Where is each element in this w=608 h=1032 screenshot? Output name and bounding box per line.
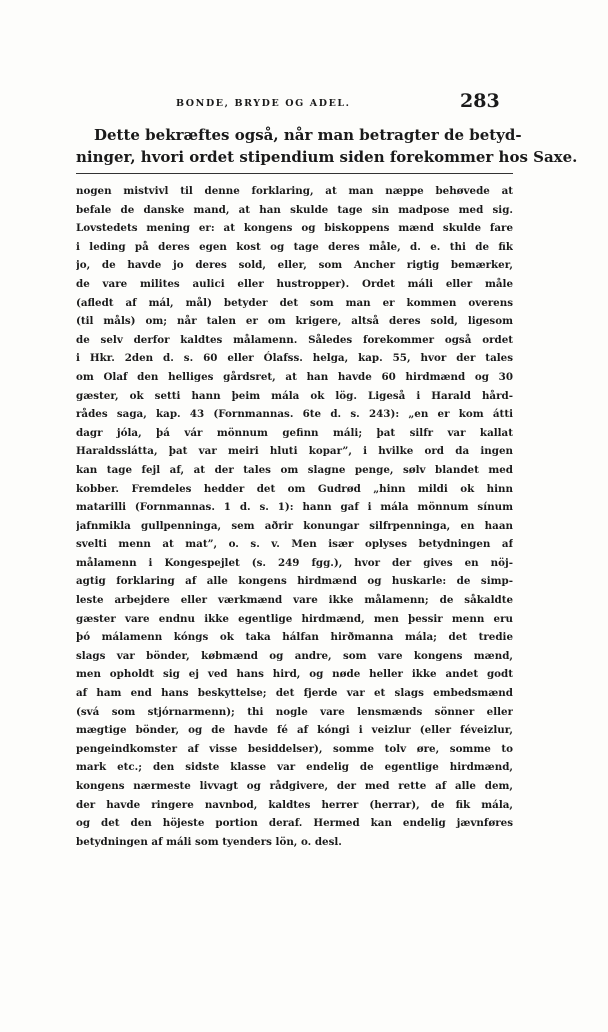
footnote-line: kan tage fejl af, at der tales om slagne penge, sølv blandet med [76, 463, 513, 476]
footnote-line: af ham end hans beskyttelse; det fjerde var et slags embedsmænd [76, 687, 513, 700]
footnote-line: de vare milites aulici eller hustropper). Ordet máli eller måle [76, 277, 513, 290]
footnote-line: kongens nærmeste livvagt og rådgivere, der med rette af alle dem, [76, 780, 513, 792]
footnote-line: Haraldsslátta, þat var meiri hluti kopar”, i hvilke ord da ingen [76, 445, 513, 458]
footnote-line: gæster vare endnu ikke egentlige hirdmænd, men þessir menn eru [76, 612, 513, 625]
footnote-line: pengeindkomster af visse besiddelser), somme tolv øre, somme to [76, 742, 513, 755]
footnote-line: þó málamenn kóngs ok taka hálfan hirðmanna mála; det tredie [76, 631, 513, 644]
footnote-line: kobber. Fremdeles hedder det om Gudrød „hinn mildi ok hinn [76, 482, 513, 495]
page-header [0, 90, 608, 120]
footnote-line: Lovstedets mening er: at kongens og biskoppens mænd skulde fare [76, 222, 513, 235]
footnote-line: jo, de havde jo deres sold, eller, som Ancher rigtig bemærker, [76, 259, 513, 272]
footnote-line: (til måls) om; når talen er om krigere, altså deres sold, ligesom [76, 315, 513, 328]
footnote-line: befale de danske mand, at han skulde tage sin madpose med sig. [76, 203, 513, 216]
footnote-divider [76, 173, 513, 174]
footnote-line: leste arbejdere eller værkmænd vare ikke målamenn; de såkaldte [76, 594, 513, 607]
main-text-line: Dette bekræftes også, når man betragter de betyd- [94, 126, 522, 144]
footnote-line: nogen mistvivl til denne forklaring, at man næppe behøvede at [76, 185, 513, 197]
main-text [76, 124, 578, 168]
footnote-line: i Hkr. 2den d. s. 60 eller Ólafss. helga, kap. 55, hvor der tales [76, 352, 513, 365]
footnote [76, 182, 513, 851]
footnote-line: matarilli (Fornmannas. 1 d. s. 1): hann gaf i mála mönnum sínum [76, 501, 513, 514]
footnote-line: men opholdt sig ej ved hans hird, og nøde heller ikke andet godt [76, 668, 513, 681]
footnote-line: mark etc.; den sidste klasse var endelig de egentlige hirdmænd, [76, 761, 513, 774]
page-number: 283 [460, 90, 500, 112]
main-text-line: ninger, hvori ordet stipendium siden forekommer hos Saxe. [76, 148, 578, 166]
footnote-line: mægtige bönder, og de havde fé af kóngi i veizlur (eller féveizlur, [76, 724, 513, 737]
footnote-line: i leding på deres egen kost og tage deres måle, d. e. thi de fik [76, 240, 513, 253]
footnote-line: dagr jóla, þá vár mönnum gefinn máli; þat silfr var kallat [76, 426, 513, 439]
footnote-line: og det den höjeste portion deraf. Hermed kan endelig jævnføres [76, 817, 513, 830]
footnote-line: (afledt af mál, mål) betyder det som man er kommen overens [76, 296, 513, 309]
footnote-line: (svá som stjórnarmenn); thi nogle vare lensmænds sönner eller [76, 705, 513, 718]
footnote-line: målamenn i Kongespejlet (s. 249 fgg.), hvor der gives en nöj- [76, 556, 513, 569]
footnote-line: jafnmikla gullpenninga, sem aðrir konungar silfrpenninga, en haan [76, 519, 513, 532]
footnote-line: der havde ringere navnbod, kaldtes herrer (herrar), de fik mála, [76, 798, 513, 811]
footnote-line: svelti menn at mat”, o. s. v. Men især oplyses betydningen af [76, 538, 513, 551]
footnote-line: de selv derfor kaldtes målamenn. Således forekommer også ordet [76, 333, 513, 346]
running-title: BONDE, BRYDE OG ADEL. [176, 98, 351, 109]
footnote-line: gæster, ok setti hann þeim mála ok lög. Ligeså i Harald hård- [76, 389, 513, 402]
footnote-line: om Olaf den helliges gårdsret, at han havde 60 hirdmænd og 30 [76, 370, 513, 383]
footnote-line: agtig forklaring af alle kongens hirdmænd og huskarle: de simp- [76, 575, 513, 588]
footnote-line: betydningen af máli som tyenders lön, o. desl. [76, 835, 342, 848]
footnote-line: rådes saga, kap. 43 (Fornmannas. 6te d. s. 243): „en er kom átti [76, 408, 513, 421]
footnote-line: slags var bönder, købmænd og andre, som vare kongens mænd, [76, 649, 513, 662]
